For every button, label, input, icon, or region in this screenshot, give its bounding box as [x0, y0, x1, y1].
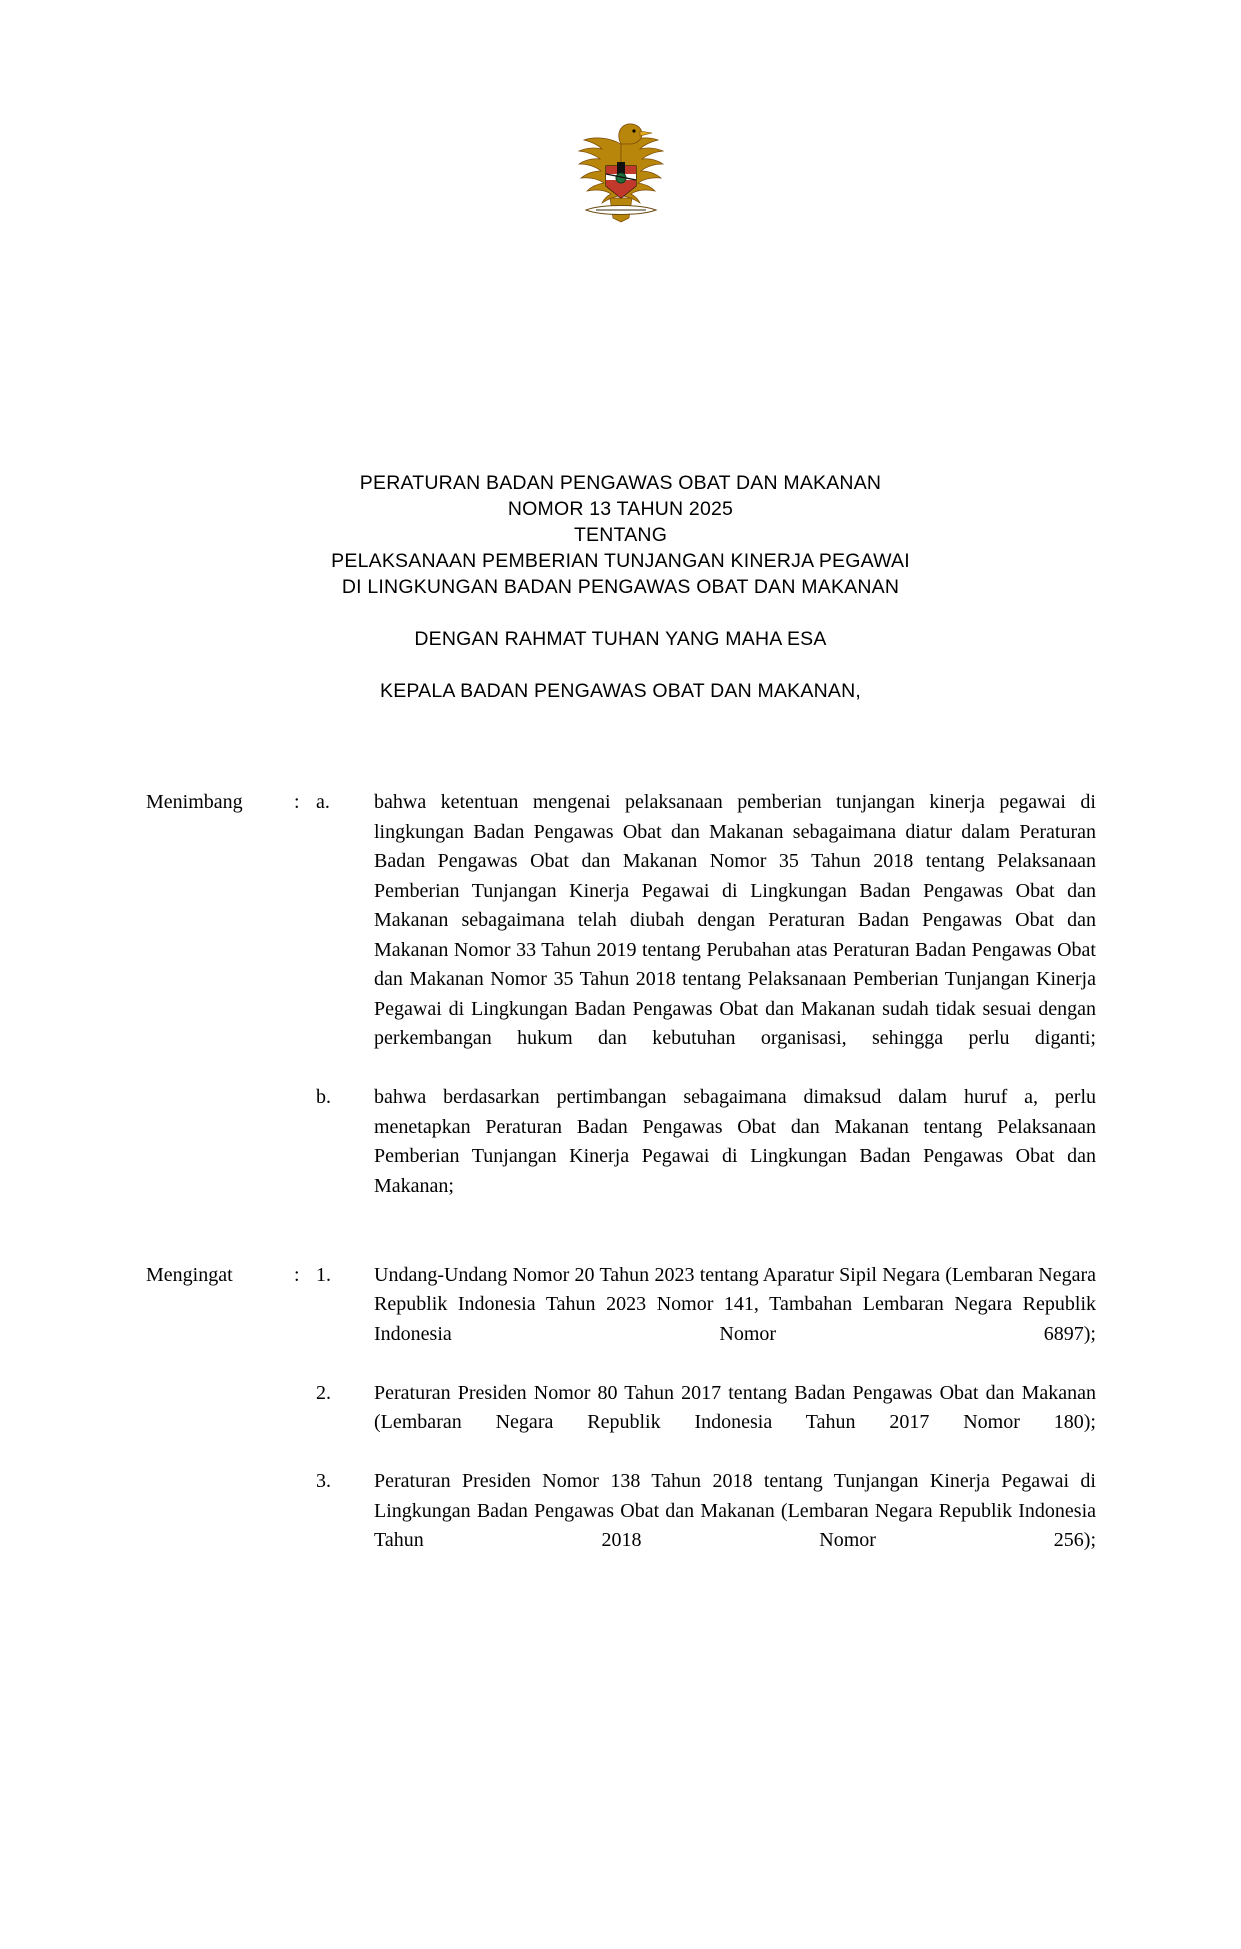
considerations-item-b: [146, 1083, 1096, 1231]
title-authority: KEPALA BADAN PENGAWAS OBAT DAN MAKANAN,: [380, 680, 861, 702]
title-line-tentang: TENTANG: [573, 524, 668, 546]
considerations-label: Menimbang: [146, 791, 243, 813]
legal-basis-text-1: Undang-Undang Nomor 20 Tahun 2023 tentang Aparatur Sipil Negara (Lembaran Negara Republik Indonesia Tahun 2023 Nomor 141, Tambahan Lembaran Negara Republik Indonesia Nomor 6897);: [374, 1263, 1096, 1345]
legal-basis-label: Mengingat: [146, 1263, 233, 1286]
garuda-pancasila-emblem: [566, 118, 676, 226]
title-line-number: NOMOR 13 TAHUN 2025: [507, 498, 734, 520]
legal-basis-marker-2: 2.: [316, 1381, 331, 1404]
legal-basis-text-2: Peraturan Presiden Nomor 80 Tahun 2017 tentang Badan Pengawas Obat dan Makanan (Lembaran Negara Republik Indonesia Tahun 2017 Nomor 180);: [374, 1381, 1096, 1433]
legal-basis-item-1: [146, 1261, 1096, 1379]
legal-basis-text-3: Peraturan Presiden Nomor 138 Tahun 2018 tentang Tunjangan Kinerja Pegawai di Lingkungan Badan Pengawas Obat dan Makanan (Lembaran Negara Republik Indonesia Tahun 2018 Nomor 256);: [374, 1470, 1096, 1551]
title-line-subject-2: DI LINGKUNGAN BADAN PENGAWAS OBAT DAN MAKANAN: [341, 576, 900, 598]
title-line-1: PERATURAN BADAN PENGAWAS OBAT DAN MAKANAN: [359, 472, 882, 494]
emblem-container: [0, 118, 1241, 231]
title-line-subject-1: PELAKSANAAN PEMBERIAN TUNJANGAN KINERJA PEGAWAI: [331, 550, 910, 572]
document-body: [146, 788, 1096, 1585]
section-spacer: [146, 1231, 1096, 1261]
considerations-text-b: bahwa berdasarkan pertimbangan sebagaimana dimaksud dalam huruf a, perlu menetapkan Peraturan Badan Pengawas Obat dan Makanan tentang Pelaksanaan Pemberian Tunjangan Kinerja Pegawai di Lingkungan Badan Pengawas Obat dan Makanan;: [374, 1086, 1096, 1197]
legal-basis-item-2: [146, 1379, 1096, 1468]
legal-basis-marker-1: 1.: [316, 1263, 331, 1286]
considerations-item-a: [146, 788, 1096, 1083]
document-title-block: [0, 470, 1241, 704]
legal-basis-item-3: [146, 1467, 1096, 1585]
considerations-text-a: bahwa ketentuan mengenai pelaksanaan pemberian tunjangan kinerja pegawai di lingkungan Badan Pengawas Obat dan Makanan sebagaimana diatur dalam Peraturan Badan Pengawas Obat dan Makanan Nomor 35 Tahun 2018 tentang Pelaksanaan Pemberian Tunjangan Kinerja Pegawai di Lingkungan Badan Pengawas Obat dan Makanan sebagaimana telah diubah dengan Peraturan Badan Pengawas Obat dan Makanan Nomor 33 Tahun 2019 tentang Perubahan atas Peraturan Badan Pengawas Obat dan Makanan Nomor 35 Tahun 2018 tentang Pelaksanaan Pemberian Tunjangan Kinerja Pegawai di Lingkungan Badan Pengawas Obat dan Makanan sudah tidak sesuai dengan perkembangan hukum dan kebutuhan organisasi, sehingga perlu diganti;: [374, 791, 1096, 1049]
considerations-colon: :: [294, 791, 300, 813]
legal-basis-colon: :: [294, 1263, 300, 1286]
legal-basis-marker-3: 3.: [316, 1470, 331, 1492]
considerations-marker-a: a.: [316, 791, 330, 813]
considerations-marker-b: b.: [316, 1086, 331, 1108]
title-blessing: DENGAN RAHMAT TUHAN YANG MAHA ESA: [414, 628, 827, 650]
